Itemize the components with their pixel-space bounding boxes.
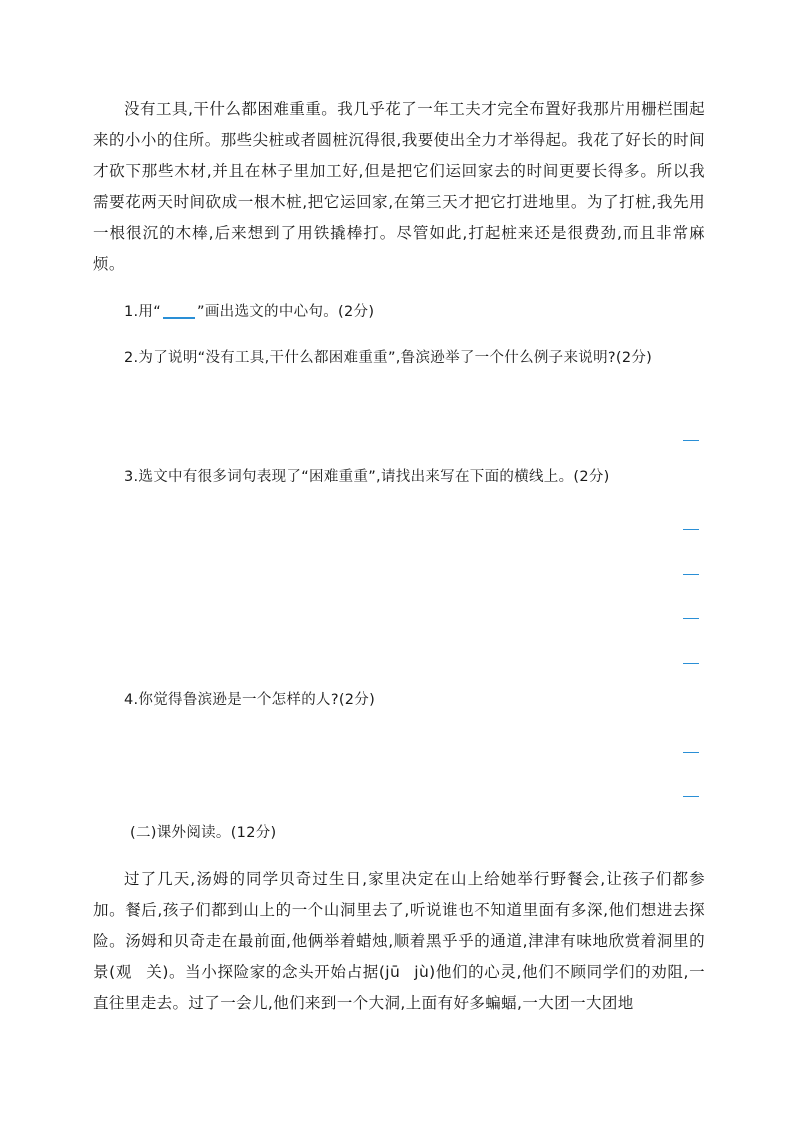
question-3: 3.选文中有很多词句表现了“困难重重”,请找出来写在下面的横线上。(2分): [124, 469, 610, 485]
answer-line[interactable]: [683, 618, 699, 619]
passage-2-part-c: jù)他们的心灵,他们不顾同学们的劝阻,一直往里走去。过了一会儿,他们来到一个大洞,上面有好多蝙蝠,一大团一大团地: [93, 963, 705, 1012]
question-1: [93, 298, 713, 326]
passage-robinson: 没有工具,干什么都困难重重。我几乎花了一年工夫才完全布置好我那片用栅栏围起来的小小的住所。那些尖桩或者圆桩沉得很,我要使出全力才举得起。我花了好长的时间才砍下那些木材,并且在林子里加工好,但是把它们运回家去的时间更要长得多。所以我需要花两天时间砍成一根木桩,把它运回家,在第三天才把它打进地里。为了打桩,我先用一根很沉的木棒,后来想到了用铁撬棒打。尽管如此,打起桩来还是很费劲,而且非常麻烦。: [93, 100, 705, 273]
question-2: 2.为了说明“没有工具,干什么都困难重重”,鲁滨逊举了一个什么例子来说明?(2分): [124, 350, 653, 366]
question-1-text-after: ”画出选文的中心句。(2分): [197, 304, 375, 320]
answer-line[interactable]: [683, 796, 699, 797]
question-1-blank-line: [163, 316, 195, 319]
question-4: 4.你觉得鲁滨逊是一个怎样的人?(2分): [124, 692, 376, 708]
passage-2-part-a: 过了几天,汤姆的同学贝奇过生日,家里决定在山上给她举行野餐会,让孩子们都参加。餐后,孩子们都到山上的一个山洞里去了,听说谁也不知道里面有多深,他们想进去探险。汤姆和贝奇走在最前面,他俩举着蜡烛,顺着黑乎乎的通道,津津有味地欣赏着洞里的景(观: [93, 870, 705, 981]
question-1-text-before: 1.用“: [124, 304, 162, 320]
answer-line[interactable]: [683, 752, 699, 753]
answer-line[interactable]: [683, 440, 699, 441]
passage-tom-sawyer: [93, 864, 705, 1019]
answer-line[interactable]: [683, 529, 699, 530]
section-title-extracurricular: (二)课外阅读。(12分): [130, 825, 277, 841]
answer-line[interactable]: [683, 663, 699, 664]
passage-2-part-b: 关)。当小探险家的念头开始占据(jū: [145, 963, 401, 981]
answer-line[interactable]: [683, 574, 699, 575]
